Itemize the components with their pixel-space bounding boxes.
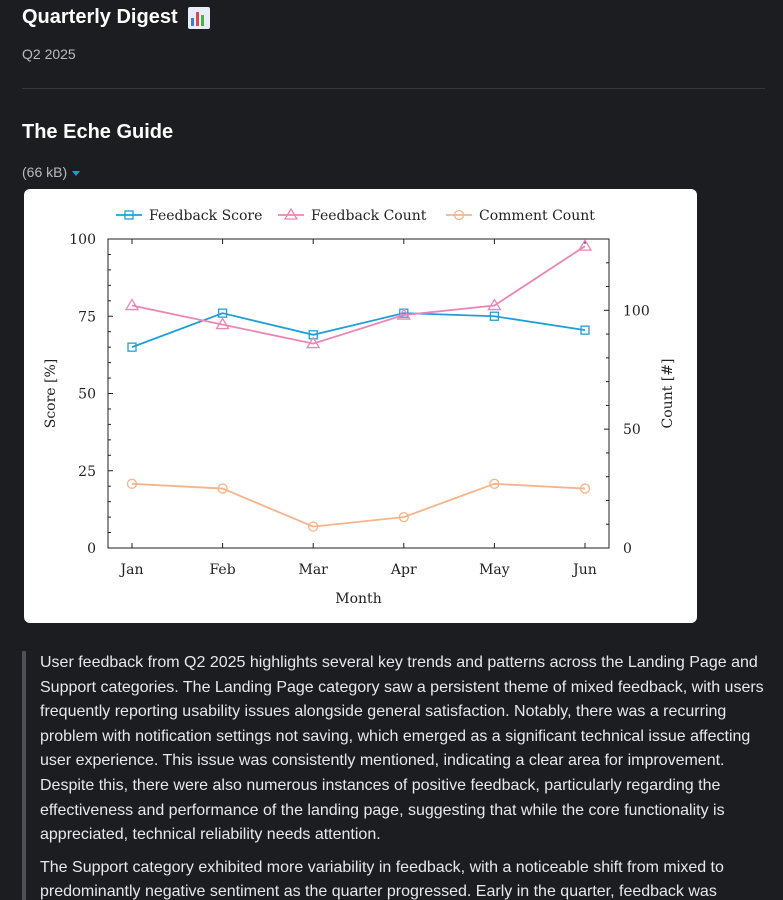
legend-label: Feedback Count: [311, 208, 427, 224]
digest-title: Quarterly Digest: [22, 6, 178, 28]
y-tick-label: 0: [87, 541, 96, 557]
attachment-title: The Eche Guide: [22, 121, 174, 143]
x-tick-label: Jan: [120, 562, 144, 578]
x-tick-label: May: [479, 562, 510, 578]
attachment-size: (66 kB): [22, 164, 68, 180]
summary-paragraph: User feedback from Q2 2025 highlights several key trends and patterns across the Landing Page and Support categories. The Landing Page category saw a persistent theme of mixed feedback, with users frequently reporting usability issues alongside general satisfaction. Notably, there was a recurring problem with notification settings not saving, which emerged as a significant technical issue affecting user experience. This issue was consistently mentioned, indicating a clear area for improvement. Despite this, there were also numerous instances of positive feedback, particularly regarding the effectiveness and performance of the landing page, suggesting that while the core functionality is appreciated, technical reliability needs attention.: [40, 654, 764, 844]
divider: [22, 88, 765, 89]
y2-axis-label: Count [#]: [660, 358, 676, 429]
x-axis-label: Month: [335, 591, 382, 607]
y-tick-label: 50: [78, 386, 96, 403]
y-tick-label: 25: [78, 463, 96, 480]
x-tick-label: Feb: [209, 562, 236, 578]
digest-subtitle: Q2 2025: [22, 46, 76, 62]
line-chart: [24, 189, 697, 623]
feedback-count-point: [126, 300, 138, 310]
y2-tick-label: 50: [623, 422, 641, 439]
legend-marker-feedback-count: [285, 209, 297, 219]
feedback-count-line: [132, 246, 585, 343]
summary-paragraph: The Support category exhibited more variability in feedback, with a noticeable shift from mixed to predominantly negative sentiment as the quarter progressed. Early in the quarter, feedback was: [40, 858, 724, 900]
y-tick-label: 75: [78, 309, 96, 326]
x-tick-label: Apr: [390, 562, 417, 578]
y2-tick-label: 100: [623, 303, 650, 320]
legend-label: Comment Count: [479, 208, 595, 224]
summary-quote: [22, 651, 767, 900]
attachment-size-toggle[interactable]: [22, 164, 80, 180]
x-tick-label: Mar: [298, 562, 328, 578]
digest-header: [22, 6, 210, 29]
comment-count-line: [132, 484, 585, 527]
chevron-down-icon: [72, 171, 80, 176]
y-tick-label: 100: [69, 232, 96, 248]
chart-image[interactable]: [24, 189, 697, 623]
y-axis-label: Score [%]: [43, 358, 59, 429]
x-tick-label: Jun: [573, 562, 597, 578]
legend-label: Feedback Score: [149, 208, 263, 224]
plot-frame: [108, 239, 609, 548]
bar-chart-icon: [188, 7, 210, 29]
y2-tick-label: 0: [623, 541, 632, 557]
